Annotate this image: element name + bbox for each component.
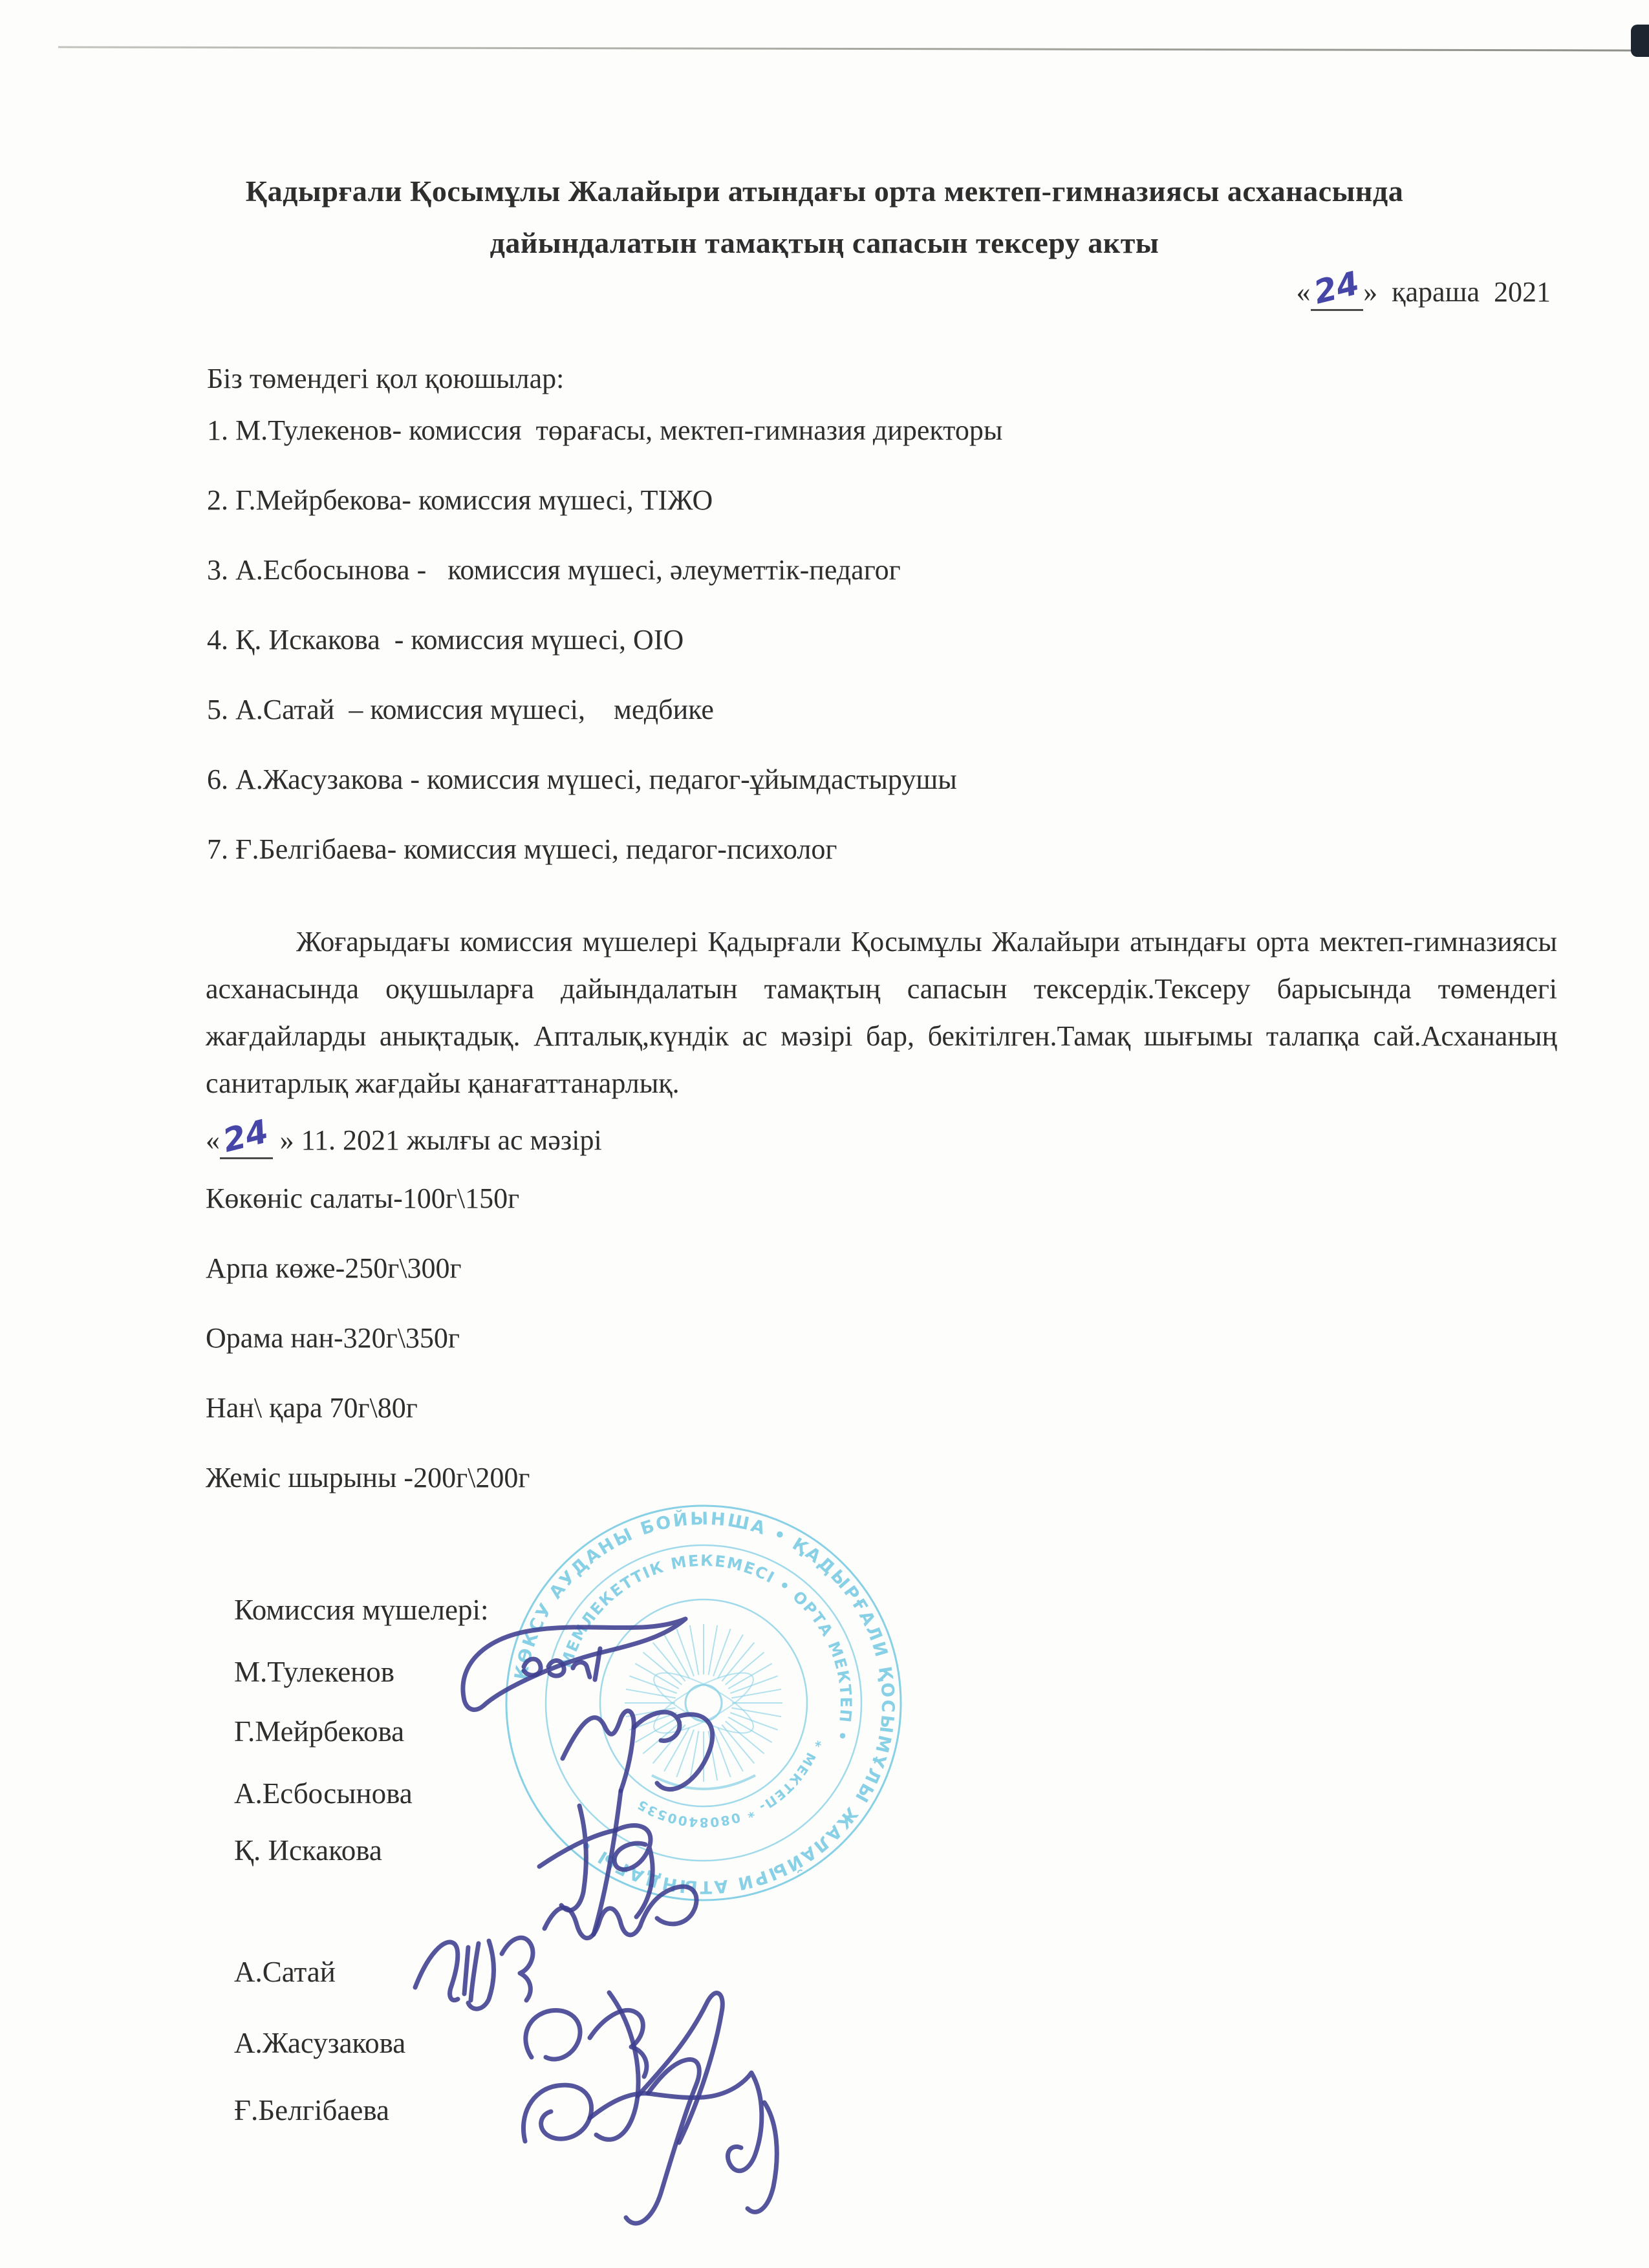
member-item-2: 2. Г.Мейрбекова- комиссия мүшесі, ТІЖО (207, 484, 713, 516)
menu-heading-rest: 11. 2021 жылғы ас мәзірі (294, 1124, 602, 1156)
document-title (0, 166, 1649, 269)
close-quote: » (279, 1124, 294, 1156)
menu-item-salad: Көкөніс салаты-100г\150г (206, 1182, 520, 1214)
handwritten-day: 24 (1310, 264, 1363, 312)
signer-name-zhasuzakova: А.Жасузакова (234, 2027, 406, 2059)
handwritten-day: 24 (219, 1112, 272, 1160)
member-item-6: 6. А.Жасузакова - комиссия мүшесі, педагог-ұйымдастырушы (207, 764, 957, 795)
document-title-line2: дайындалатын тамақтың сапасын тексеру акты (490, 226, 1159, 259)
signer-name-iskakova: Қ. Искакова (234, 1834, 382, 1867)
header-date (1296, 264, 1551, 312)
document-title-line1: Қадырғали Қосымұлы Жалайыри атындағы орта мектеп-гимназиясы асханасында (245, 175, 1404, 208)
menu-item-bread-roll: Орама нан-320г\350г (206, 1322, 460, 1354)
menu-date-line (206, 1112, 602, 1160)
signer-name-meirbekova: Г.Мейрбекова (234, 1715, 405, 1748)
open-quote: « (206, 1124, 220, 1156)
inspection-paragraph: Жоғарыдағы комиссия мүшелері Қадырғали Қосымұлы Жалайыри атындағы орта мектеп-гимназиясы асханасында оқушыларға дайындалатын тамақтың сапасын тексердік.Тексеру барысында төмендегі жағдайларды анықтадық. Апталық,күндік ас мәзірі бар, бекітілген.Тамақ шығымы талапқа сай.Асхананың санитарлық жағдайы қанағаттанарлық. (206, 926, 1557, 1099)
member-item-1: 1. М.Тулекенов- комиссия төрағасы, мектеп-гимназия директоры (207, 414, 1003, 446)
menu-list (206, 1164, 530, 1513)
header-month-year: қараша 2021 (1392, 276, 1551, 308)
signer-name-tulekenov: М.Тулекенов (234, 1656, 395, 1688)
member-item-5: 5. А.Сатай – комиссия мүшесі, медбике (207, 694, 714, 725)
scan-artifact-line (58, 46, 1645, 51)
signer-name-esbosynova: А.Есбосынова (234, 1777, 413, 1810)
menu-item-juice: Жеміс шырыны -200г\200г (206, 1462, 530, 1493)
member-item-7: 7. Ғ.Белгібаева- комиссия мүшесі, педагог-психолог (207, 833, 837, 865)
member-item-4: 4. Қ. Искакова - комиссия мүшесі, ОІО (207, 624, 684, 656)
signature-belgibaeva (485, 2024, 860, 2243)
commission-member-list (207, 396, 1002, 884)
open-quote: « (1296, 276, 1311, 308)
stamp-arc-outer-text: КӨКСУ АУДАНЫ БОЙЫНША • ҚАДЫРҒАЛИ ҚОСЫМҰЛЫ ЖАЛАЙЫРИ АТЫНДАҒЫ • (511, 1508, 898, 1898)
handwritten-day-underline (1310, 264, 1364, 312)
intro-line: Біз төмендегі қол қоюшылар: (207, 363, 565, 394)
member-item-3: 3. А.Есбосынова - комиссия мүшесі, әлеуметтік-педагог (207, 554, 901, 586)
stamp-arc-mid-text: МЕМЛЕКЕТТІК МЕКЕМЕСІ • ОРТА МЕКТЕП • (557, 1551, 856, 1744)
scan-artifact-blob (1631, 25, 1649, 57)
close-quote: » (1363, 276, 1378, 308)
signer-name-satai: А.Сатай (234, 1956, 336, 1988)
signer-name-belgibaeva: Ғ.Белгібаева (234, 2094, 389, 2126)
handwritten-day-underline (219, 1112, 273, 1160)
commission-signatures-heading: Комиссия мүшелері: (234, 1594, 489, 1626)
menu-item-soup: Арпа көже-250г\300г (206, 1252, 462, 1284)
stamp-arc-inner-text: * МЕКТЕП- * 0808400535 (634, 1737, 825, 1831)
menu-item-bread: Нан\ қара 70г\80г (206, 1392, 418, 1424)
